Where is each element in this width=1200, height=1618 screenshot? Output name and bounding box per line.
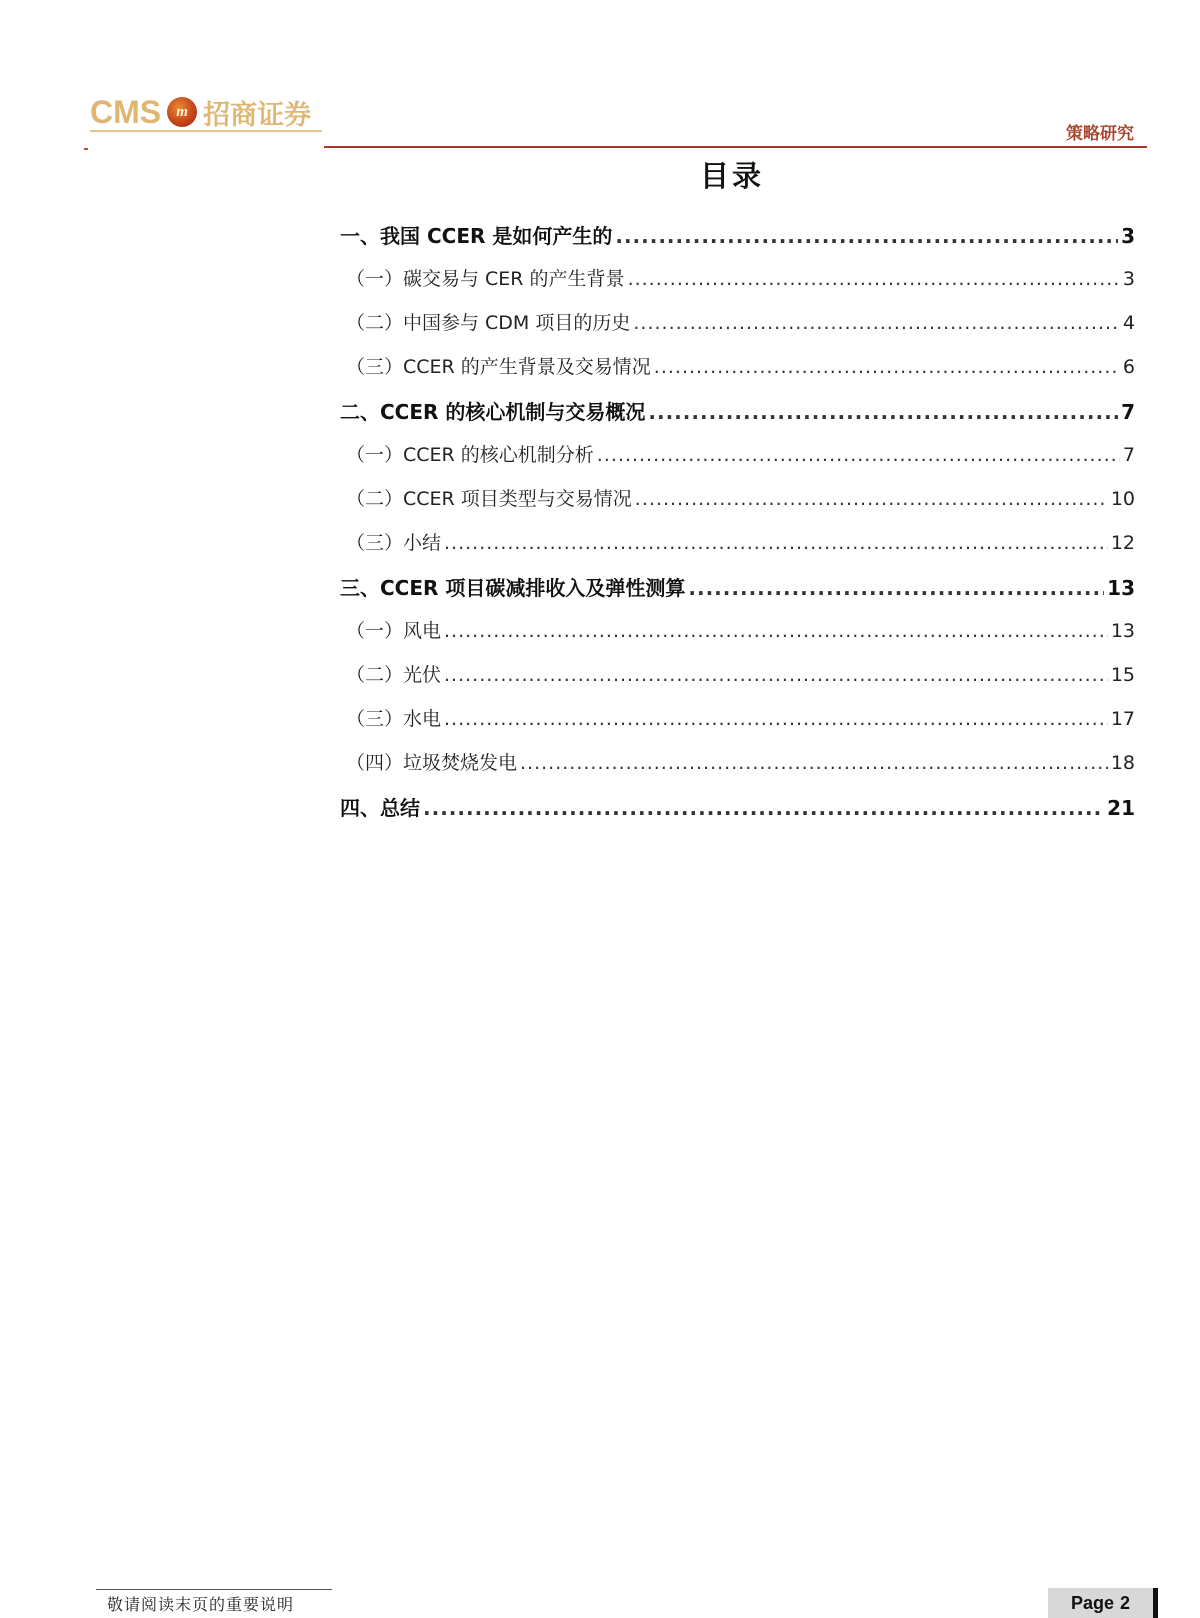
toc-dot-leader bbox=[635, 488, 1108, 510]
toc-chapter-entry[interactable] bbox=[340, 792, 1135, 836]
header-rule bbox=[324, 146, 1147, 148]
toc-section-entry[interactable] bbox=[340, 352, 1135, 396]
toc-page-number: 6 bbox=[1122, 356, 1135, 378]
toc-dot-leader bbox=[597, 444, 1120, 466]
toc-page-number: 21 bbox=[1107, 796, 1135, 820]
toc-entry-title: （三）CCER 的产生背景及交易情况 bbox=[346, 356, 651, 378]
page-label: Page bbox=[1070, 1592, 1114, 1613]
toc-dot-leader bbox=[444, 664, 1108, 686]
toc-entry-title: 二、CCER 的核心机制与交易概况 bbox=[340, 400, 646, 424]
toc-dot-leader bbox=[633, 312, 1120, 334]
toc-entry-title: （四）垃圾焚烧发电 bbox=[346, 752, 518, 774]
toc-dot-leader bbox=[615, 224, 1118, 248]
toc-section-entry[interactable] bbox=[340, 440, 1135, 484]
toc-chapter-entry[interactable] bbox=[340, 220, 1135, 264]
toc-page-number: 3 bbox=[1121, 224, 1135, 248]
toc-page-number: 7 bbox=[1121, 400, 1135, 424]
toc-entry-title: （三）水电 bbox=[346, 708, 442, 730]
toc-dot-leader bbox=[423, 796, 1104, 820]
toc-page-number: 12 bbox=[1110, 532, 1135, 554]
disclaimer-note: 敬请阅读末页的重要说明 bbox=[107, 1595, 295, 1614]
toc-dot-leader bbox=[520, 752, 1108, 774]
toc-page-number: 7 bbox=[1122, 444, 1135, 466]
logo-chinese-text: 招商证券 bbox=[203, 99, 312, 131]
toc-section-entry[interactable] bbox=[340, 704, 1135, 748]
footer-rule bbox=[96, 1589, 332, 1590]
toc-dot-leader bbox=[444, 620, 1108, 642]
company-logo bbox=[90, 92, 311, 132]
toc-page-number: 3 bbox=[1122, 268, 1135, 290]
toc-title: 目录 bbox=[699, 159, 764, 193]
toc-dot-leader bbox=[654, 356, 1120, 378]
toc-section-entry[interactable] bbox=[340, 528, 1135, 572]
toc-entry-title: （二）CCER 项目类型与交易情况 bbox=[346, 488, 632, 510]
table-of-contents bbox=[340, 220, 1135, 836]
toc-entry-title: （一）风电 bbox=[346, 620, 442, 642]
toc-page-number: 13 bbox=[1110, 620, 1135, 642]
toc-page-number: 10 bbox=[1110, 488, 1135, 510]
toc-dot-leader bbox=[444, 708, 1108, 730]
logo-underline bbox=[90, 130, 322, 132]
toc-section-entry[interactable] bbox=[340, 660, 1135, 704]
toc-section-entry[interactable] bbox=[340, 616, 1135, 660]
toc-dot-leader bbox=[688, 576, 1104, 600]
toc-entry-title: 三、CCER 项目碳减排收入及弹性测算 bbox=[340, 576, 686, 600]
toc-entry-title: （一）碳交易与 CER 的产生背景 bbox=[346, 268, 625, 290]
toc-entry-title: 四、总结 bbox=[340, 796, 420, 820]
section-label: 策略研究 bbox=[1066, 124, 1134, 144]
toc-page-number: 18 bbox=[1110, 752, 1135, 774]
toc-chapter-entry[interactable] bbox=[340, 572, 1135, 616]
toc-entry-title: （二）光伏 bbox=[346, 664, 442, 686]
margin-mark bbox=[84, 148, 88, 150]
toc-page-number: 17 bbox=[1110, 708, 1135, 730]
toc-section-entry[interactable] bbox=[340, 484, 1135, 528]
toc-dot-leader bbox=[648, 400, 1118, 424]
toc-section-entry[interactable] bbox=[340, 748, 1135, 792]
toc-section-entry[interactable] bbox=[340, 308, 1135, 352]
toc-page-number: 15 bbox=[1110, 664, 1135, 686]
page-number: 2 bbox=[1120, 1592, 1131, 1613]
logo-latin-text: CMS bbox=[90, 93, 162, 130]
toc-page-number: 13 bbox=[1107, 576, 1135, 600]
toc-section-entry[interactable] bbox=[340, 264, 1135, 308]
toc-entry-title: （二）中国参与 CDM 项目的历史 bbox=[346, 312, 631, 334]
toc-page-number: 4 bbox=[1122, 312, 1135, 334]
toc-dot-leader bbox=[628, 268, 1120, 290]
toc-entry-title: （一）CCER 的核心机制分析 bbox=[346, 444, 594, 466]
toc-chapter-entry[interactable] bbox=[340, 396, 1135, 440]
logo-badge-icon: m bbox=[167, 97, 197, 127]
toc-entry-title: 一、我国 CCER 是如何产生的 bbox=[340, 224, 613, 248]
toc-dot-leader bbox=[444, 532, 1108, 554]
toc-entry-title: （三）小结 bbox=[346, 532, 442, 554]
